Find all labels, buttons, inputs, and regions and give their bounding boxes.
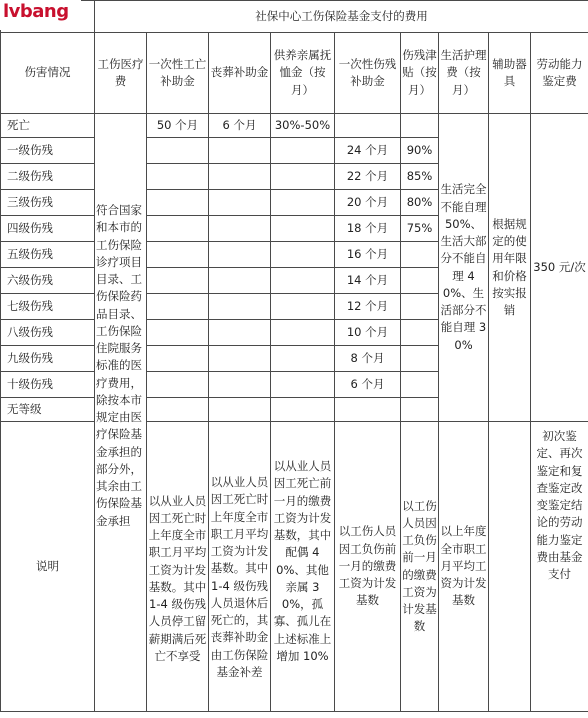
note-one-time-death: 以从业人员因工死亡时上年度全市职工月平均工资为计发基数。其中 1-4 级伤残人员停工留薪期满后死亡不享受 xyxy=(147,422,209,712)
disability-cell: 20 个月 xyxy=(335,190,401,216)
level-cell: 五级伤残 xyxy=(1,242,95,268)
death-cell xyxy=(147,216,209,242)
note-dependents: 以从业人员因工死亡前一月的缴费工资为计发基数，其中配偶 40%、其他亲属 30%，孤寡、孤儿在上述标准上增加 10% xyxy=(271,422,335,712)
dependents-cell xyxy=(271,398,335,422)
death-cell xyxy=(147,372,209,398)
note-appraisal: 初次鉴定、再次鉴定和复查鉴定改变鉴定结论的劳动能力鉴定费由基金支付 xyxy=(531,422,588,712)
death-cell xyxy=(147,398,209,422)
level-cell: 九级伤残 xyxy=(1,346,95,372)
nursing-span-cell: 生活完全不能自理 50%、生活大部分不能自理 40%、生活部分不能自理 30% xyxy=(439,114,489,422)
death-cell xyxy=(147,164,209,190)
funeral-cell xyxy=(209,294,271,320)
funeral-cell xyxy=(209,268,271,294)
disability-cell: 14 个月 xyxy=(335,268,401,294)
allowance-cell xyxy=(401,268,439,294)
level-cell: 死亡 xyxy=(1,114,95,138)
dependents-cell xyxy=(271,268,335,294)
level-cell: 七级伤残 xyxy=(1,294,95,320)
site-logo: lvbang xyxy=(0,0,81,30)
header-funeral: 丧葬补助金 xyxy=(209,33,271,114)
dependents-cell xyxy=(271,372,335,398)
appraisal-span-cell: 350 元/次 xyxy=(531,114,588,422)
dependents-cell xyxy=(271,346,335,372)
dependents-cell xyxy=(271,216,335,242)
notes-label: 说明 xyxy=(1,422,95,712)
header-dependents: 供养亲属抚恤金（按月） xyxy=(271,33,335,114)
note-aids-empty xyxy=(489,422,531,712)
note-one-time-disability: 以工伤人员因工负伤前一月的缴费工资为计发基数 xyxy=(335,422,401,712)
note-funeral: 以从业人员因工死亡时上年度全市职工月平均工资为计发基数。其中 1-4 级伤残人员退休后死亡的，其丧葬补助金由工伤保险基金补差 xyxy=(209,422,271,712)
note-disability-allowance: 以工伤人员因工负伤前一月的缴费工资为计发基数 xyxy=(401,422,439,712)
death-cell xyxy=(147,138,209,164)
allowance-cell xyxy=(401,114,439,138)
allowance-cell xyxy=(401,398,439,422)
header-row xyxy=(1,33,588,114)
allowance-cell xyxy=(401,320,439,346)
level-cell: 三级伤残 xyxy=(1,190,95,216)
disability-cell: 24 个月 xyxy=(335,138,401,164)
level-cell: 二级伤残 xyxy=(1,164,95,190)
table-row xyxy=(1,114,588,138)
header-nursing: 生活护理费（按月） xyxy=(439,33,489,114)
funeral-cell xyxy=(209,320,271,346)
notes-row xyxy=(1,422,588,712)
disability-cell: 22 个月 xyxy=(335,164,401,190)
disability-cell: 12 个月 xyxy=(335,294,401,320)
main-header: 社保中心工伤保险基金支付的费用 xyxy=(95,1,588,33)
disability-cell xyxy=(335,398,401,422)
level-cell: 四级伤残 xyxy=(1,216,95,242)
allowance-cell xyxy=(401,346,439,372)
level-cell: 十级伤残 xyxy=(1,372,95,398)
level-cell: 无等级 xyxy=(1,398,95,422)
aids-span-cell: 根据规定的使用年限和价格按实报销 xyxy=(489,114,531,422)
death-cell xyxy=(147,268,209,294)
funeral-cell: 6 个月 xyxy=(209,114,271,138)
funeral-cell xyxy=(209,372,271,398)
level-cell: 一级伤残 xyxy=(1,138,95,164)
header-one-time-death: 一次性工亡补助金 xyxy=(147,33,209,114)
disability-cell: 16 个月 xyxy=(335,242,401,268)
death-cell xyxy=(147,346,209,372)
disability-cell: 8 个月 xyxy=(335,346,401,372)
funeral-cell xyxy=(209,398,271,422)
funeral-cell xyxy=(209,138,271,164)
note-nursing: 以上年度全市职工月平均工资为计发基数 xyxy=(439,422,489,712)
funeral-cell xyxy=(209,242,271,268)
allowance-cell: 75% xyxy=(401,216,439,242)
disability-cell: 18 个月 xyxy=(335,216,401,242)
dependents-cell: 30%-50% xyxy=(271,114,335,138)
dependents-cell xyxy=(271,164,335,190)
death-cell: 50 个月 xyxy=(147,114,209,138)
dependents-cell xyxy=(271,320,335,346)
dependents-cell xyxy=(271,190,335,216)
medical-span-cell: 符合国家和本市的工伤保险诊疗项目目录、工伤保险药品目录、工伤保险住院服务标准的医疗费用，除按本市规定由医疗保险基金承担的部分外，其余由工伤保险基金承担 xyxy=(95,114,147,712)
disability-cell xyxy=(335,114,401,138)
disability-cell: 10 个月 xyxy=(335,320,401,346)
funeral-cell xyxy=(209,164,271,190)
funeral-cell xyxy=(209,346,271,372)
header-appraisal: 劳动能力鉴定费 xyxy=(531,33,588,114)
header-one-time-disability: 一次性伤残补助金 xyxy=(335,33,401,114)
death-cell xyxy=(147,190,209,216)
allowance-cell xyxy=(401,372,439,398)
disability-cell: 6 个月 xyxy=(335,372,401,398)
level-cell: 八级伤残 xyxy=(1,320,95,346)
header-medical: 工伤医疗费 xyxy=(95,33,147,114)
allowance-cell: 85% xyxy=(401,164,439,190)
header-aids: 辅助器具 xyxy=(489,33,531,114)
funeral-cell xyxy=(209,190,271,216)
allowance-cell xyxy=(401,242,439,268)
allowance-cell: 80% xyxy=(401,190,439,216)
death-cell xyxy=(147,294,209,320)
header-injury: 伤害情况 xyxy=(1,33,95,114)
dependents-cell xyxy=(271,138,335,164)
allowance-cell: 90% xyxy=(401,138,439,164)
death-cell xyxy=(147,320,209,346)
header-disability-allowance: 伤残津贴（按月） xyxy=(401,33,439,114)
dependents-cell xyxy=(271,242,335,268)
death-cell xyxy=(147,242,209,268)
dependents-cell xyxy=(271,294,335,320)
allowance-cell xyxy=(401,294,439,320)
funeral-cell xyxy=(209,216,271,242)
level-cell: 六级伤残 xyxy=(1,268,95,294)
